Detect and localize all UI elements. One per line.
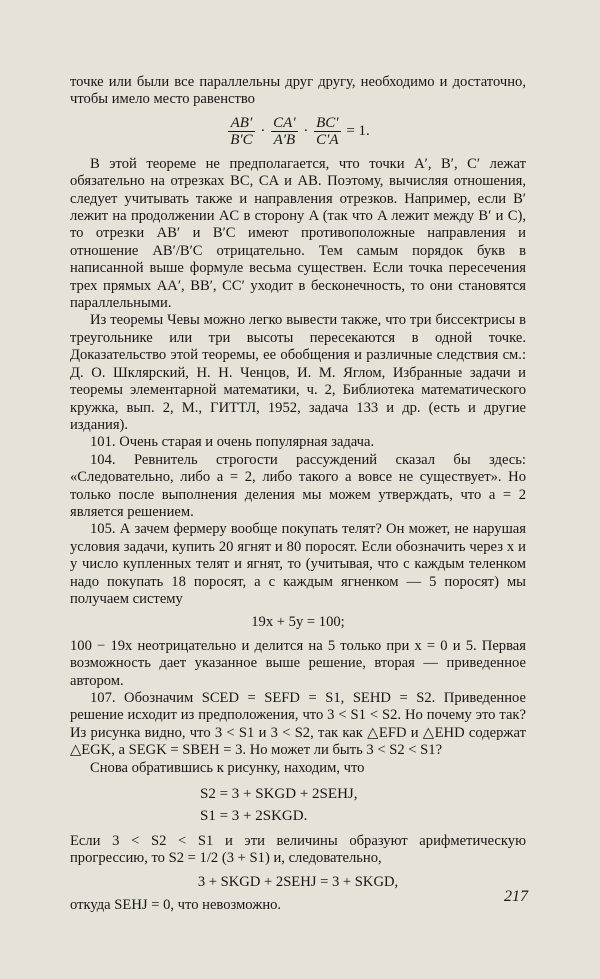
paragraph-104: 104. Ревнитель строгости рассуждений сказал бы здесь: «Следовательно, либо a = 2, либо такого a вовсе не существует». Но только после выполнения деления мы можем утверждать, что a = 2 является решением. xyxy=(70,451,526,520)
paragraph-intro: точке или были все параллельны друг другу, необходимо и достаточно, чтобы имело место равенство xyxy=(70,74,526,108)
final-equation: 3 + SKGD + 2SEHJ = 3 + SKGD, xyxy=(197,873,399,890)
equation-s1: S1 = 3 + 2SKGD. xyxy=(200,808,308,825)
text-column xyxy=(70,74,526,915)
paragraph-107: 107. Обозначим SCED = SEFD = S1, SEHD = S2. Приведенное решение исходит из предположения, что 3 < S1 < S2. Но почему это так? Из рисунка видно, что 3 < S1 и 3 < S2, так как △EFD и △EHD содержат △EGK, а SEGK = SBEH = 3. Но может ли быть 3 < S2 < S1? xyxy=(70,690,526,759)
ceva-formula: $\frac{AB'}{B'C}$ · $\frac{CA'}{A'B}$ · $\frac{BC'}{C'A}$ = 1. xyxy=(230,114,370,148)
equation-set xyxy=(200,783,526,827)
page-number: 217 xyxy=(504,888,528,905)
system-equation: 19x + 5y = 100; xyxy=(251,614,345,631)
paragraph-101: 101. Очень старая и очень популярная задача. xyxy=(90,434,375,451)
paragraph-107-conclusion: откуда SEHJ = 0, что невозможно. xyxy=(70,897,282,914)
paragraph-105-continued: 100 − 19x неотрицательно и делится на 5 только при x = 0 и 5. Первая возможность дает указанное выше решение, вторая — приведенное автором. xyxy=(70,637,526,689)
paragraph-105: 105. А зачем фермеру вообще покупать телят? Он может, не нарушая условия задачи, купить 20 ягнят и 80 поросят. Если обозначить через x и y число купленных телят и ягнят, то (учитывая, что с каждым теленком надо покупать 18 поросят, а с каждым ягненком — 5 поросят) мы получаем систему xyxy=(70,521,526,607)
equation-s2: S2 = 3 + SKGD + 2SEHJ, xyxy=(200,786,358,803)
paragraph-theorem-note: В этой теореме не предполагается, что точки A′, B′, C′ лежат обязательно на отрезках BC, CA и AB. Поэтому, вычисляя отношения, следует учитывать также и направления отрезков. Например, если B′ лежит на продолжении AC в сторону A (так что A лежит между B′ и C), то отрезки AB′ и B′C имеют противоположные направления и отношение AB′/B′C отрицательно. Тем самым порядок букв в написанной выше формуле весьма существен. Если точка пересечения трех прямых AA′, BB′, CC′ уходит в бесконечность, то они становятся параллельными. xyxy=(70,155,526,312)
paragraph-107-figure: Снова обратившись к рисунку, находим, что xyxy=(90,759,365,776)
paragraph-107-progression: Если 3 < S2 < S1 и эти величины образуют арифметическую прогрессию, то S2 = 1/2 (3 + S1) и, следовательно, xyxy=(70,833,526,867)
paragraph-ceva-consequences: Из теоремы Чевы можно легко вывести также, что три биссектрисы в треугольнике или три высоты пересекаются в одной точке. Доказательство этой теоремы, ее обобщения и различные следствия см.: Д. О. Шклярский, Н. Н. Ченцов, И. М. Яглом, Избранные задачи и теоремы элементарной математики, ч. 2, Библиотека математического кружка, вып. 2, М., ГИТТЛ, 1952, задача 133 и др. (есть и другие издания). xyxy=(70,312,526,433)
